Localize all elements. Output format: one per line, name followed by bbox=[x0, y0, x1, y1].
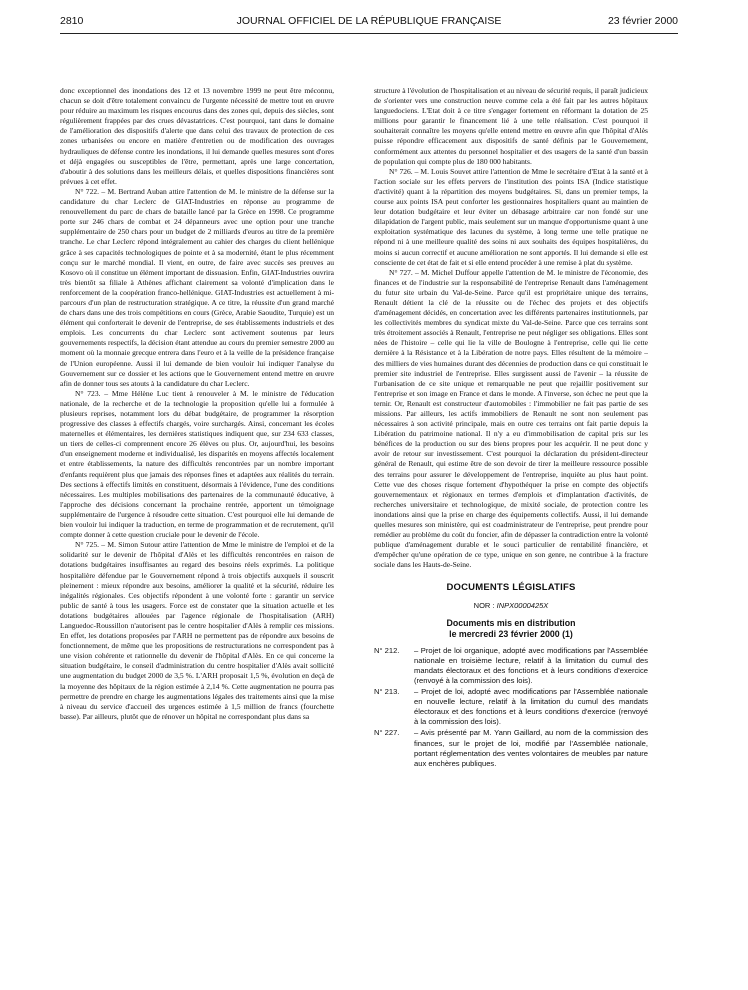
documents-heading-line2: le mercredi 23 février 2000 (1) bbox=[449, 628, 573, 639]
document-entry bbox=[374, 728, 648, 768]
page-number: 2810 bbox=[60, 15, 84, 27]
document-description: – Projet de loi organique, adopté avec modifications par l'Assemblée nationale en troisième lecture, relatif à la limitation du cumul des mandats électoraux et des fonctions et à leurs conditions d'exercice (renvoyé à la commission des lois). bbox=[414, 645, 648, 685]
document-entry bbox=[374, 646, 648, 686]
section-title: DOCUMENTS LÉGISLATIFS bbox=[446, 581, 576, 593]
journal-title: JOURNAL OFFICIEL DE LA RÉPUBLIQUE FRANÇAISE bbox=[236, 15, 502, 27]
documents-heading-line1: Documents mis en distribution bbox=[446, 617, 576, 628]
question-continuation: donc exceptionnel des inondations des 12 et 13 novembre 1999 ne peut être méconnu, chacun se doit d'être totalement convaincu de l'urgente nécessité de mettre tout en œuvre pour réduire au maximum les risques encourus dans des zones qui, depuis des siècles, sont régulièrement frappées par des crues dévastatrices. C'est pourquoi, tant dans le domaine de l'amélioration des dispositifs d'alerte que dans celui des travaux de protection de ces zones urbanisées ou encore en matière d'entretien ou de modification des ouvrages hydrauliques de défense contre les inondations, il lui demande quelles mesures sont d'ores et déjà engagées ou susceptibles de l'être, permettant, après une large concertation, d'aboutir à des solutions dans les meilleurs délais, et quelles dispositions financières sont prévues à cet effet. bbox=[60, 86, 334, 186]
nor-label: NOR : bbox=[473, 600, 495, 610]
question-723: N° 723. – Mme Hélène Luc tient à renouveler à M. le ministre de l'éducation nationale, de la recherche et de la technologie la proposition qu'elle lui a formulée à plusieurs reprises, notamment lors du débat budgétaire, de programmer la résorption progressive des classes à effectifs chargés, voire surchargés. Ainsi, concernant les écoles maternelles et élémentaires, les dernières statistiques indiquent que, sur 234 633 classes, un tiers de celles-ci comprennent encore 26 élèves ou plus. Or, aujourd'hui, les besoins d'un enseignement moderne et individualisé, les disparités en moyens affectés localement et entre établissements, la nature des difficultés rencontrées par un nombre important d'enfants requièrent plus que jamais des réponses fines et adaptées aux réalités du terrain. Des sections à effectifs limités en constituent, désormais à l'évidence, l'une des conditions nécessaires. Les multiples mobilisations des partenaires de la communauté éducative, à l'approche des décisions concernant la prochaine rentrée, apportent un témoignage supplémentaire de l'urgence à résoudre cette situation. C'est pourquoi elle lui demande de bien vouloir lui indiquer la traduction, en terme de programmation et de recrutement, qu'il compte donner à cette question cruciale pour le devenir de l'école. bbox=[60, 388, 334, 540]
question-725: N° 725. – M. Simon Sutour attire l'attention de Mme le ministre de l'emploi et de la solidarité sur le devenir de l'hôpital d'Alès et les difficultés rencontrées en raison de dotations budgétaires insuffisantes au regard des besoins réels exprimés. La politique hospitalière défendue par le Gouvernement répond à trois objectifs auxquels il souscrit pleinement : mieux répondre aux besoins, améliorer la qualité et la sécurité, réduire les inégalités régionales. Ces objectifs répondent à une volonté forte : garantir un service public de santé à tous les usagers. Force est de constater que la situation actuelle et les dotations budgétaires allouées par l'agence régionale de l'hospitalisation (ARH) Languedoc-Roussillon n'autorisent pas le centre hospitalier d'Alès à remplir ces missions. En effet, les dotations proposées par l'ARH ne permettent pas de répondre aux besoins de fonctionnement, de même que les propositions de restructurations ne correspondent pas à une vision cohérente et rationnelle du devenir de l'hôpital d'Alès. En ce qui concerne la situation budgétaire, le conseil d'administration du centre hospitalier d'Alès avait sollicité une augmentation du budget 2000 de 3,5 %. L'ARH proposait 1,5 %, évolution en deçà de la moyenne des hôpitaux de la région estimée à 2,14 %. Cette augmentation ne pourra pas permettre de prendre en charge les augmentations légales des traitements ainsi que la mise à niveau du service d'accueil des urgences estimée à 1,5 million de francs (fourchette basse). Par ailleurs, plutôt que de rénover un hôpital ne correspondant plus dans sa bbox=[60, 540, 334, 721]
right-column bbox=[374, 86, 648, 986]
nor-code: INPX0000425X bbox=[496, 600, 549, 610]
issue-date: 23 février 2000 bbox=[607, 15, 678, 27]
nor-reference bbox=[374, 601, 648, 611]
question-725-continuation: structure à l'évolution de l'hospitalisation et au niveau de sécurité requis, il paraît judicieux de s'orienter vers une construction neuve comme cela a été fait par les autres hôpitaux languedociens. L'Etat doit à ce titre s'engager fortement en réformant la dotation de 25 millions pour garantir le financement lié à une telle réalisation. C'est pourquoi il souhaiterait connaître les moyens qu'elle entend mettre en œuvre afin que l'hôpital d'Alès puisse répondre efficacement aux dispositifs de santé définis par le Gouvernement, conformément aux attentes du personnel hospitalier et des usagers de la santé d'un bassin de population qui compte plus de 180 000 habitants. bbox=[374, 86, 648, 166]
question-722: N° 722. – M. Bertrand Auban attire l'attention de M. le ministre de la défense sur la candidature du char Leclerc de GIAT-Industries en réponse au programme de renouvellement du parc de chars de bataille lancé par la Grèce en 1998. Ce programme porte sur 246 chars de combat et 24 dépanneurs avec une option pour une tranche supplémentaire de 250 chars pour un budget de 2 milliards d'euros au titre de la première tranche. Le char Leclerc répond intégralement au cahier des charges du client hellénique grâce à ses capacités technologiques de pointe et à sa modernité, étant le plus récemment conçu sur le marché mondial. Il vient, en outre, de faire avec succès ses preuves au Kosovo où il constitue un élément important de dissuasion. Enfin, GIAT-Industries ouvrira très bientôt sa filiale à Athènes affichant clairement sa volonté d'implication dans le renforcement de la coopération franco-hellénique. GIAT-Industries est actuellement à mi-parcours d'un plan de restructuration stratégique. A ce titre, la réussite d'un grand marché de chars dans une des trois compétitions en cours (Grèce, Arabie Saoudite, Turquie) est un élément qui conforterait le devenir de l'entreprise, de ses établissements industriels et des emplois. Les concurrents du char Leclerc sont activement soutenus par leurs gouvernements respectifs, la décision étant attendue au cours du premier semestre 2000 au moment où la monnaie grecque entrera dans l'euro et à la veille de la présidence française de l'Union européenne. Aussi il lui demande de bien vouloir lui indiquer l'analyse du Gouvernement sur ce dossier et les actions que le Gouvernement entend mettre en œuvre afin de donner tous ses atouts à la candidature du char Leclerc. bbox=[60, 186, 334, 388]
document-number: N° 213. bbox=[374, 687, 400, 697]
document-number: N° 227. bbox=[374, 728, 400, 738]
document-entry bbox=[374, 687, 648, 727]
question-727: N° 727. – M. Michel Duffour appelle l'attention de M. le ministre de l'économie, des finances et de l'industrie sur la responsabilité de l'entreprise Renault dans l'aménagement du futur site urbain du Val-de-Seine. Parce qu'il est propriétaire unique des terrains, Renault détient la clé de la réussite ou de l'échec des projets et des objectifs d'aménagement décidés, en concertation avec les différents partenaires institutionnels, par les collectivités membres du syndicat mixte du Val-de-Seine. Parce que ces terrains sont très étroitement associés à Renault, l'entreprise ne peut négliger ses obligations. Elles sont nées de l'histoire – celle qui lie la ville de Boulogne à l'entreprise, celle qui lie cette dernière à la Résistance et à la Libération de notre pays. Elles résultent de la mémoire – des milliers de vies humaines durant des décennies de production dans ce qui constituait le premier site industriel de l'entreprise. Elles surgissent aussi de l'avenir – la réussite de l'urbanisation de ce site unique et remarquable ne peut que rejaillir positivement sur l'entreprise et son image en France et dans le monde. A l'inverse, son échec ne peut que la ternir. Or, Renault est constructeur d'automobiles : l'immobilier ne fait pas partie de ses missions. Par ailleurs, les actifs immobiliers de Renault ne sont non seulement pas nécessaires à son activité principale, mais en outre ces terrains ont fait partie depuis la Libération du patrimoine national. Il n'y a eu d'immobilisation de capital pris sur les bénéfices de la production ou sur des biens propres pour les acquérir. Il ne peut donc y avoir de retour sur investissement. C'est pourquoi la déclaration du président-directeur général de Renault, qui estime être de son devoir de tirer la meilleure ressource possible des terrains pour assurer le développement de l'entreprise, inquiète au plus haut point. Cette vue des choses risque fortement d'hypothéquer la prise en compte des objectifs gouvernementaux et régionaux en termes d'emplois et d'implantation d'activités, de recherches universitaire et technologique, de mixité sociale, de protection contre les inondations ainsi que la prise en charge des équipements collectifs. Aussi, il lui demande quelles mesures son ministère, qui est coadministrateur de l'entreprise, peut prendre pour remédier au problème du coût du foncier, afin de dépasser la contradiction entre la volonté publique d'aménagement durable et le souci particulier de rentabilité financière, et d'empêcher qu'une opération de ce type, unique en son genre, ne contribue à la fracture sociale dans les Hauts-de-Seine. bbox=[374, 267, 648, 570]
document-number: N° 212. bbox=[374, 645, 400, 655]
document-description: – Projet de loi, adopté avec modifications par l'Assemblée nationale en nouvelle lecture, relatif à la limitation du cumul des mandats électoraux et des fonctions et à leurs conditions d'exercice (renvoyé à la commission des lois). bbox=[414, 687, 648, 727]
header-rule bbox=[60, 33, 678, 34]
left-column bbox=[60, 86, 334, 986]
page-header bbox=[60, 15, 678, 31]
document-description: – Avis présenté par M. Yann Gaillard, au nom de la commission des finances, sur le projet de loi, modifié par l'Assemblée nationale, portant réglementation des ventes volontaires de meubles par nature aux enchères publiques. bbox=[414, 728, 648, 768]
question-726: N° 726. – M. Louis Souvet attire l'attention de Mme le secrétaire d'Etat à la santé et à l'action sociale sur les effets pervers de l'institution des points ISA (Indice statistique d'activité) quant à la répartition des moyens budgétaires. Si, dans un premier temps, la course aux points ISA peut conforter les gestionnaires hospitaliers quant au maintien de leur dotation budgétaire et leur éviter un débasage arbitraire car non fondé sur une dilapidation de l'argent public, mais seulement sur un manque d'opportunisme quant à une exploitation systématique des lacunes du système, à long terme une telle pratique ne répond ni à une meilleure qualité des soins ni aux souhaits des équipes hospitalières, du moins si aucun correctif et aucune amélioration ne sont apportés. Il lui demande si elle est consciente de cet état de fait et si elle entend procéder à une remise à plat du système. bbox=[374, 166, 648, 267]
documents-heading bbox=[374, 618, 648, 640]
